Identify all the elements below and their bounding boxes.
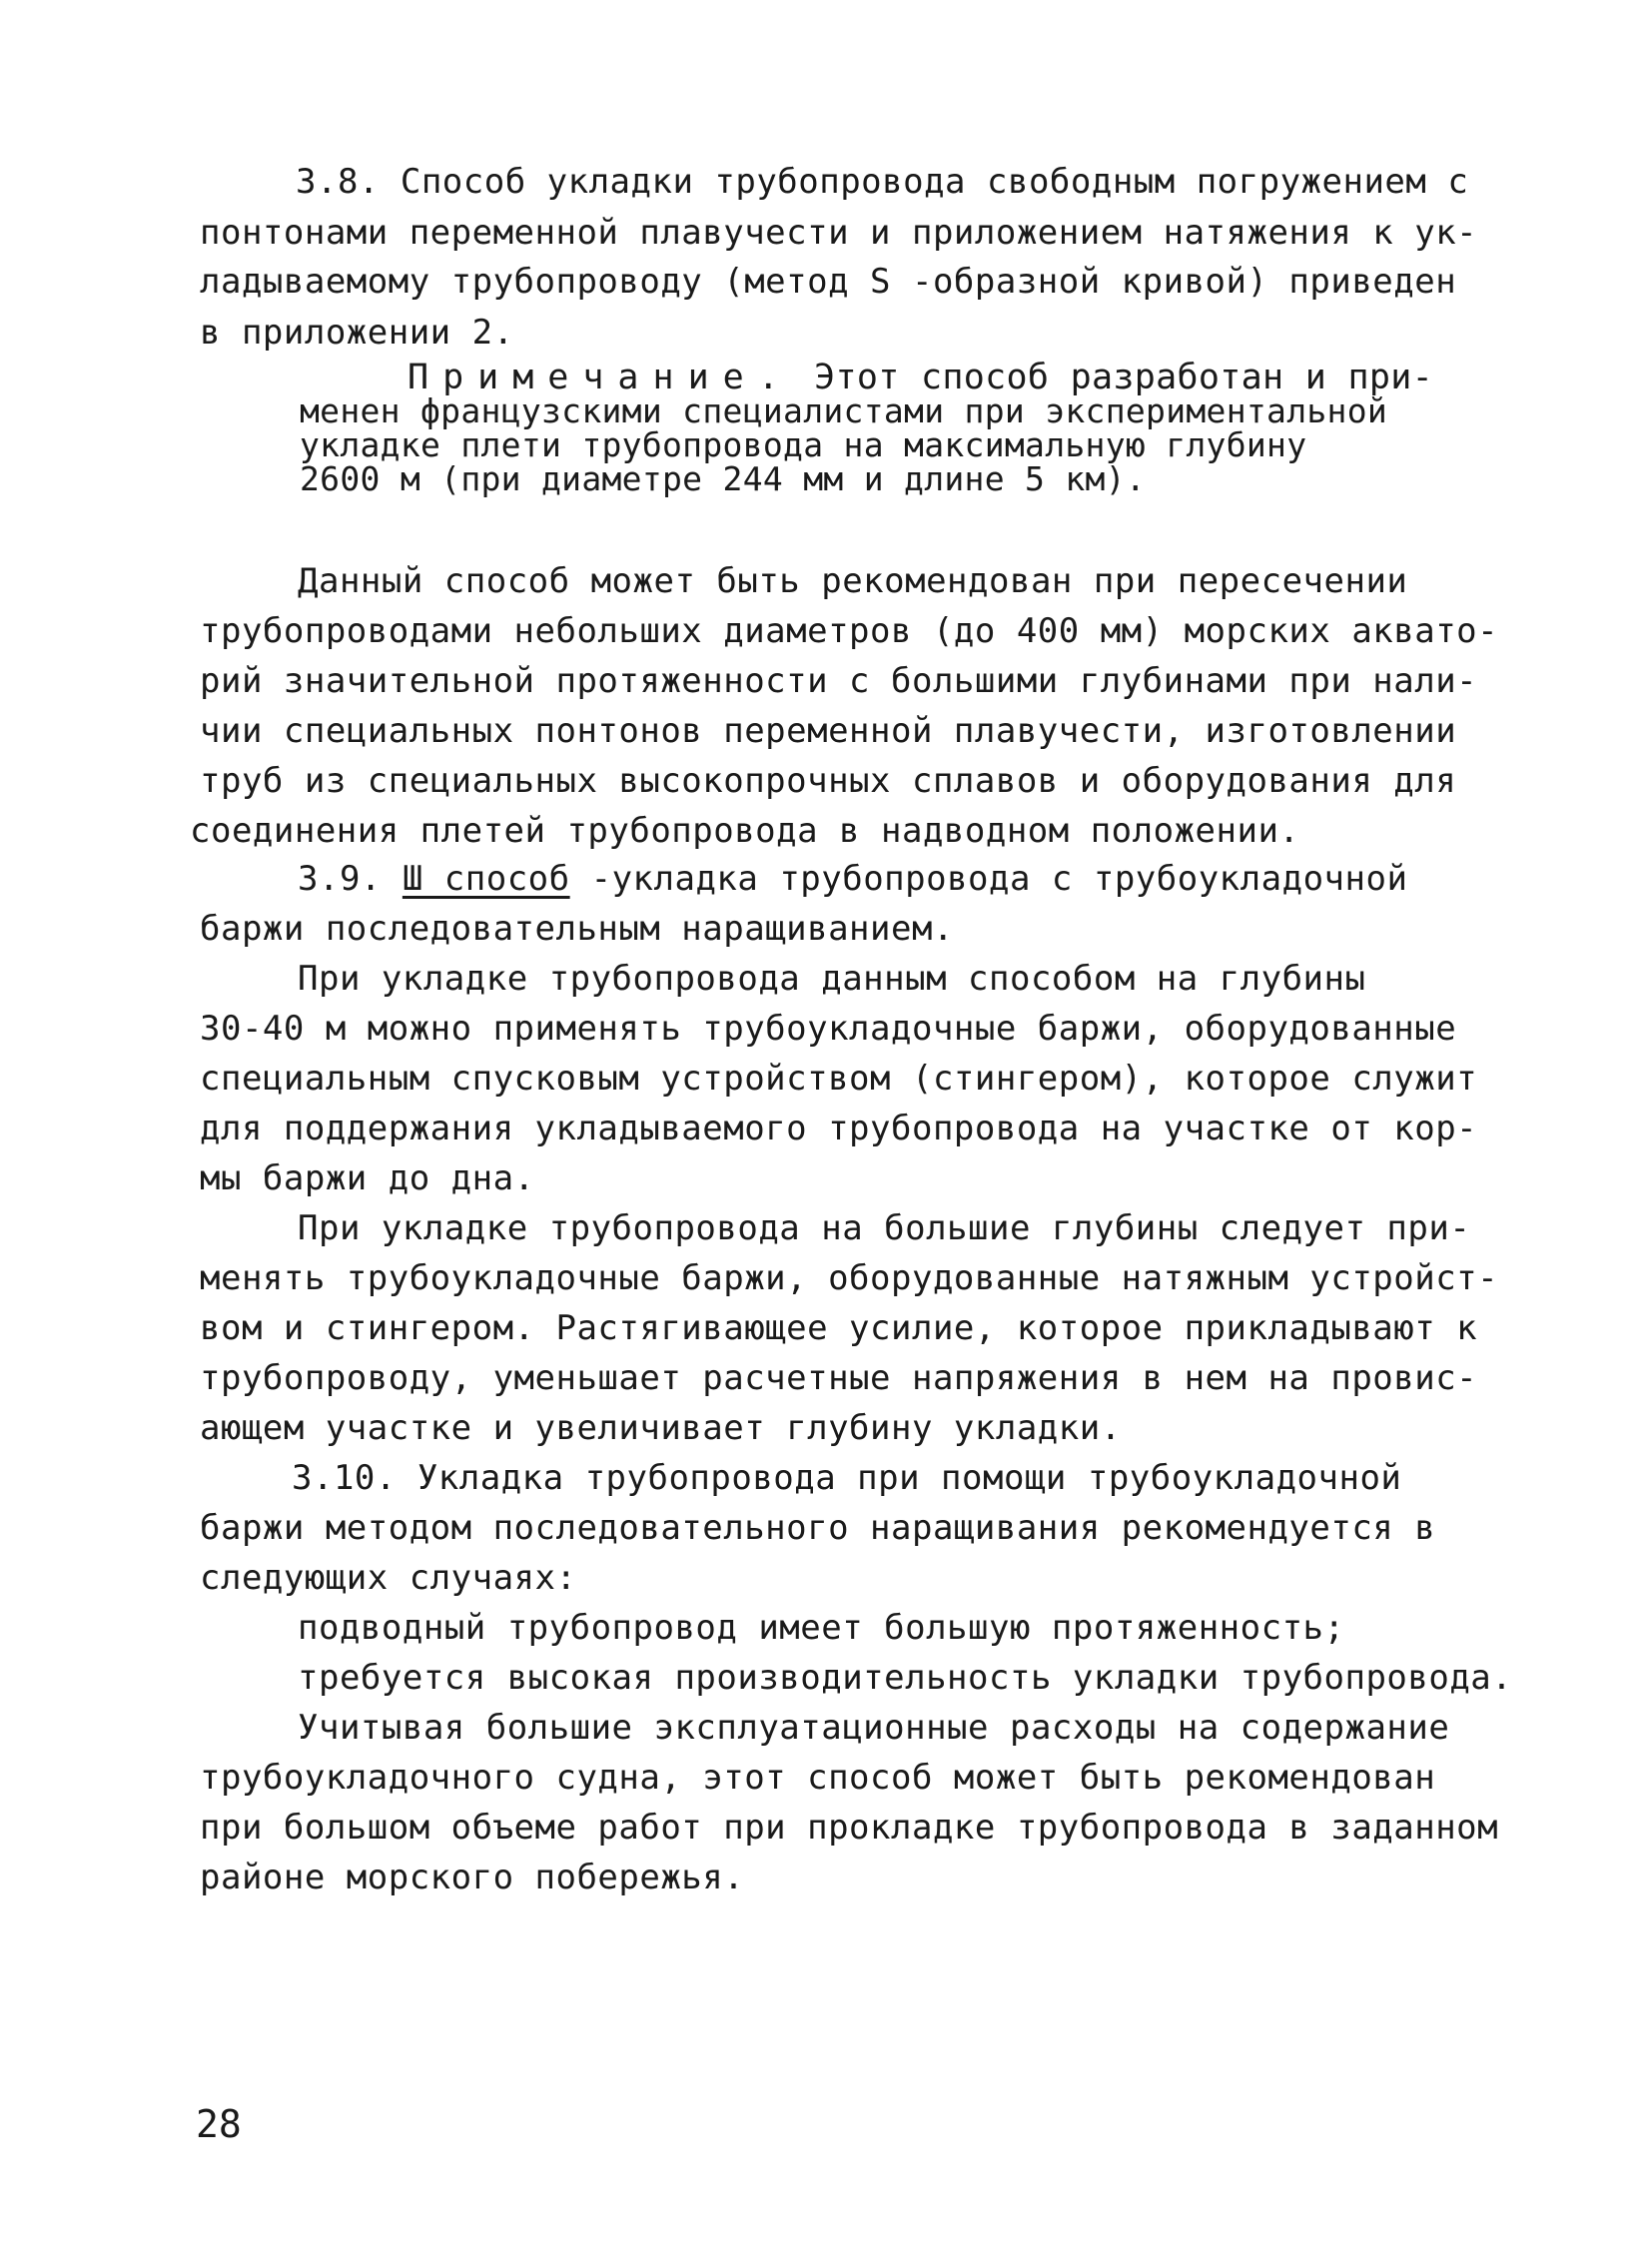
para-recommend-line-4: чии специальных понтонов переменной плавучести, изготовлении xyxy=(200,711,1457,751)
para-3-10-line-3: следующих случаях: xyxy=(200,1558,577,1598)
para-costs-line-1: Учитывая большие эксплуатационные расходы на содержание xyxy=(298,1708,1450,1748)
para-3-9-rest: -укладка трубопровода с трубоукладочной xyxy=(569,859,1408,899)
para-3-9-line-1 xyxy=(298,859,1407,899)
para-greater-line-3: вом и стингером. Растягивающее усилие, которое прикладывают к xyxy=(200,1308,1478,1348)
para-3-8-line-3: ладываемому трубопроводу (метод S -образной кривой) приведен xyxy=(200,262,1457,302)
para-3-9-line-2: баржи последовательным наращиванием. xyxy=(200,909,954,949)
para-3-10-item-1: подводный трубопровод имеет большую протяженность; xyxy=(298,1608,1345,1648)
note-line-4: 2600 м (при диаметре 244 мм и длине 5 км). xyxy=(300,459,1147,498)
page-number: 28 xyxy=(196,2102,242,2146)
note-first-line-rest: Этот способ разработан и при- xyxy=(792,358,1433,397)
para-greater-line-2: менять трубоукладочные баржи, оборудованные натяжным устройст- xyxy=(200,1258,1499,1298)
para-depth-line-5: мы баржи до дна. xyxy=(200,1158,535,1198)
note-line-3: укладке плети трубопровода на максимальную глубину xyxy=(300,425,1307,464)
para-depth-line-4: для поддержания укладываемого трубопровода на участке от кор- xyxy=(200,1109,1478,1148)
para-3-9-prefix: 3.9. xyxy=(298,859,403,899)
para-3-8-line-2: понтонами переменной плавучести и приложением натяжения к ук- xyxy=(200,213,1478,253)
note-line-1 xyxy=(408,358,1433,397)
para-recommend-line-5: труб из специальных высокопрочных сплавов и оборудования для xyxy=(200,761,1457,801)
para-costs-line-3: при большом объеме работ при прокладке трубопровода в заданном xyxy=(200,1808,1499,1848)
para-3-10-item-2: требуется высокая производительность укладки трубопровода. xyxy=(298,1658,1513,1698)
note-label: Примечание. xyxy=(408,358,793,397)
para-depth-line-3: специальным спусковым устройством (стингером), которое служит xyxy=(200,1059,1478,1099)
para-3-10-line-1: 3.10. Укладка трубопровода при помощи трубоукладочной xyxy=(292,1458,1402,1498)
para-depth-line-1: При укладке трубопровода данным способом на глубины xyxy=(298,959,1366,999)
para-greater-line-1: При укладке трубопровода на большие глубины следует при- xyxy=(298,1208,1471,1248)
para-recommend-line-3: рий значительной протяженности с большими глубинами при нали- xyxy=(200,661,1478,701)
method-three-label: Ш способ xyxy=(402,859,570,899)
para-recommend-line-1: Данный способ может быть рекомендован при пересечении xyxy=(298,561,1408,601)
para-greater-line-4: трубопроводу, уменьшает расчетные напряжения в нем на провис- xyxy=(200,1358,1478,1398)
para-costs-line-2: трубоукладочного судна, этот способ может быть рекомендован xyxy=(200,1758,1436,1798)
note-line-2: менен французскими специалистами при экспериментальной xyxy=(300,391,1388,430)
para-3-8-line-1: 3.8. Способ укладки трубопровода свободным погружением с xyxy=(296,162,1469,202)
para-recommend-line-6: соединения плетей трубопровода в надводном положении. xyxy=(190,811,1300,851)
para-costs-line-4: районе морского побережья. xyxy=(200,1858,745,1897)
para-greater-line-5: ающем участке и увеличивает глубину укладки. xyxy=(200,1408,1122,1448)
para-3-10-line-2: баржи методом последовательного наращивания рекомендуется в xyxy=(200,1508,1436,1548)
para-depth-line-2: 30-40 м можно применять трубоукладочные баржи, оборудованные xyxy=(200,1009,1457,1049)
para-recommend-line-2: трубопроводами небольших диаметров (до 400 мм) морских аквато- xyxy=(200,611,1499,651)
para-3-8-line-4: в приложении 2. xyxy=(200,313,514,353)
